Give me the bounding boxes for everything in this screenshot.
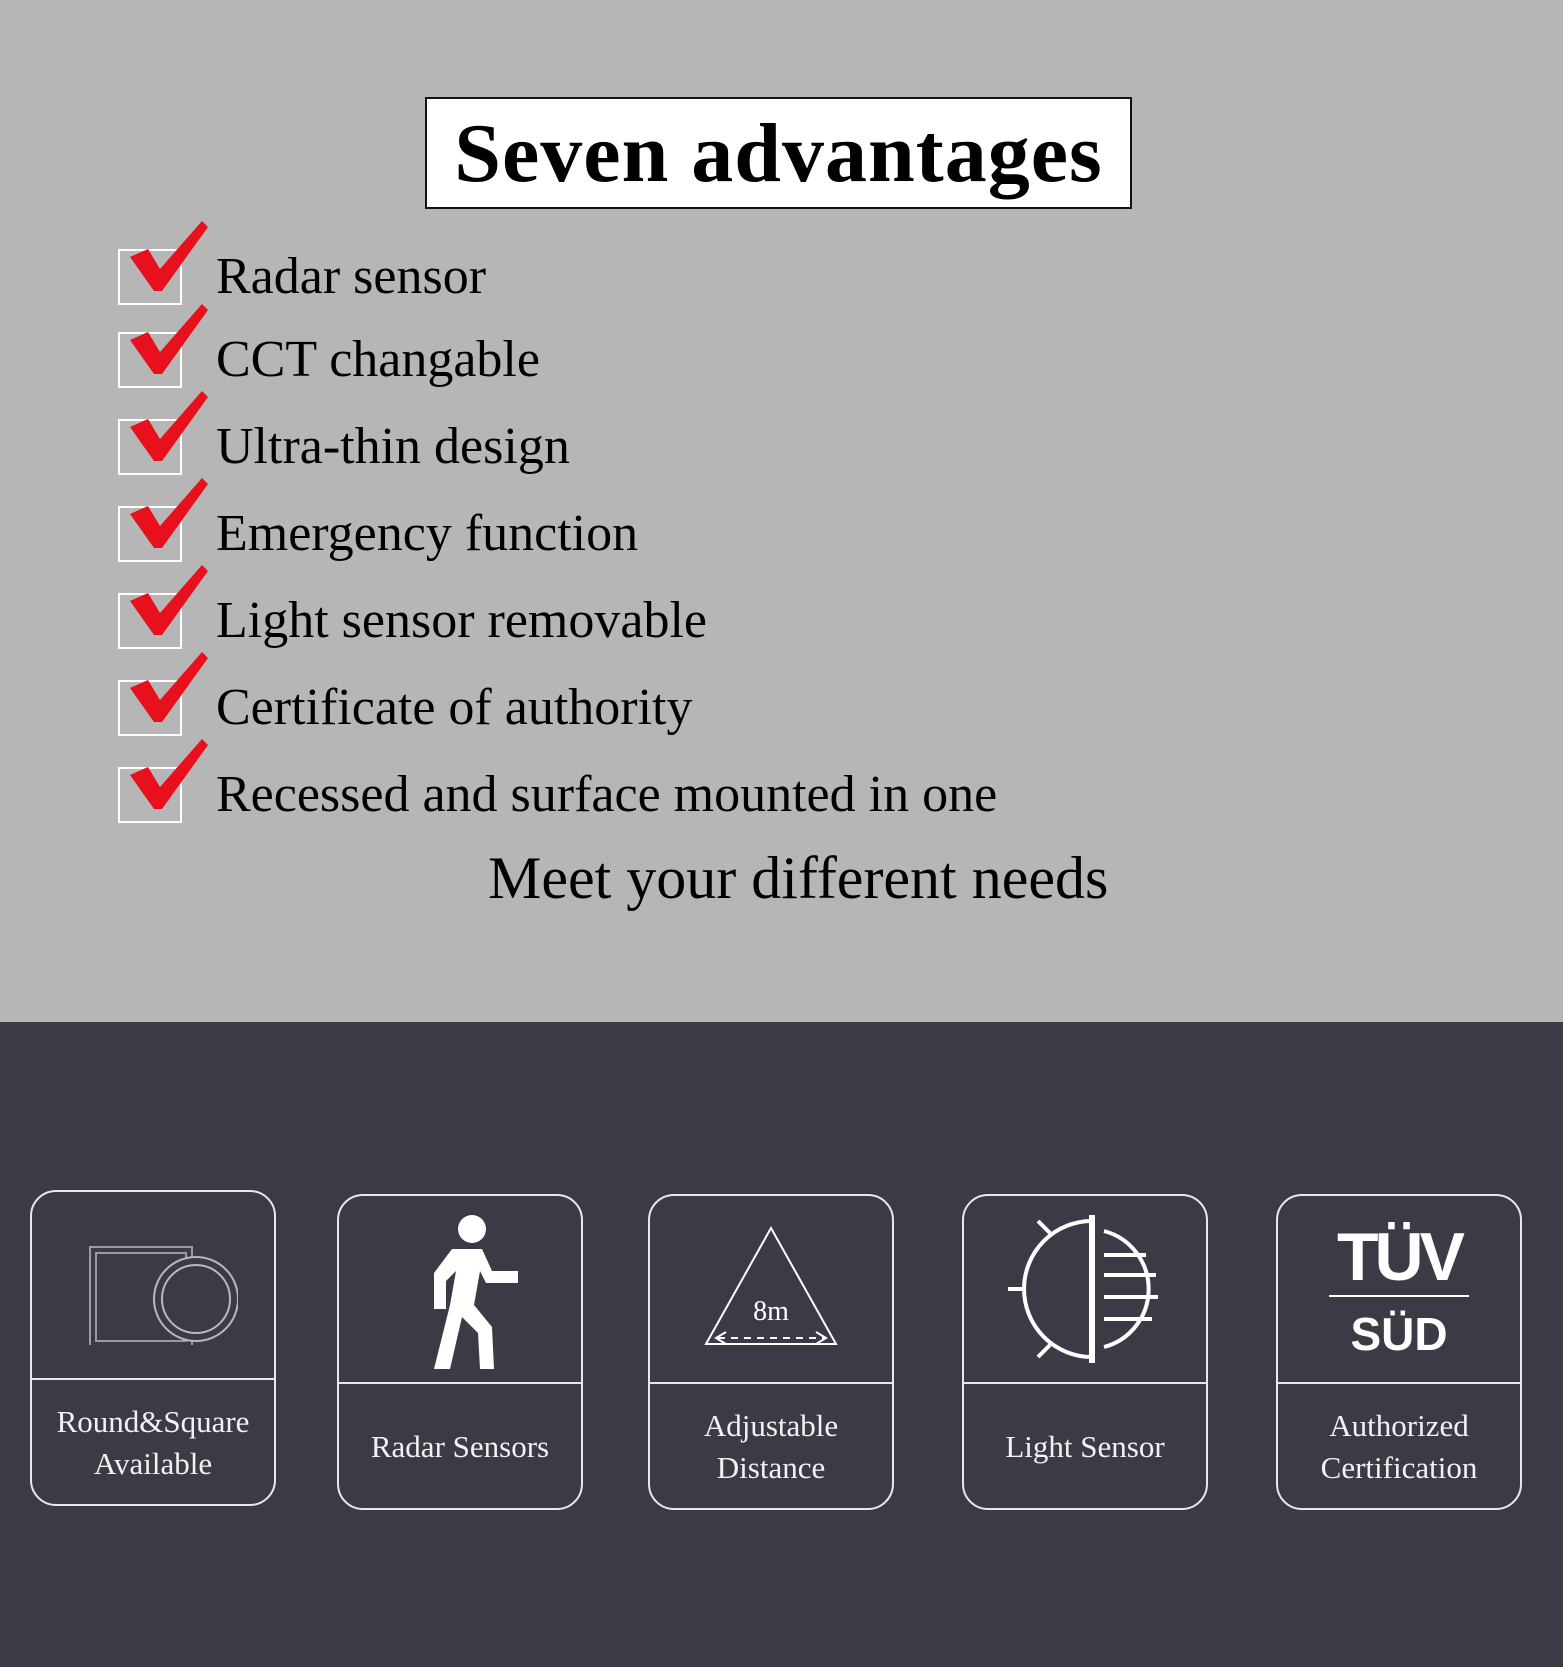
advantage-item [118,403,1218,485]
feature-label: Round&Square Available [56,1404,250,1481]
advantage-label: Light sensor removable [216,592,707,649]
red-check-icon [126,389,208,467]
advantage-label: Ultra-thin design [216,418,570,475]
advantage-item [118,664,1218,746]
page-title: Seven advantages [454,106,1103,200]
feature-card-distance [648,1194,894,1510]
red-check-icon [126,563,208,641]
red-check-icon [126,302,208,380]
distance-value: 8m [753,1296,789,1327]
tagline: Meet your different needs [488,845,1109,911]
advantage-label: CCT changable [216,331,540,388]
feature-card-round-square [30,1190,276,1506]
walking-person-icon [400,1209,520,1369]
feature-label: Authorized Certification [1320,1408,1478,1485]
card-divider [339,1382,581,1384]
features-section [0,1022,1563,1667]
tuv-sud-logo [1319,1214,1479,1364]
feature-label: Light Sensor [1005,1429,1165,1465]
red-check-icon [126,737,208,815]
red-check-icon [126,650,208,728]
card-divider [32,1378,274,1380]
feature-card-certification [1276,1194,1522,1510]
logo-text-bottom: SÜD [1350,1308,1448,1360]
red-check-icon [126,219,208,297]
feature-label: Radar Sensors [370,1429,550,1465]
advantage-label: Emergency function [216,505,639,562]
card-divider [1278,1382,1520,1384]
feature-label: Adjustable Distance [703,1408,839,1485]
advantage-item [118,316,1218,398]
card-divider [964,1382,1206,1384]
feature-card-radar [337,1194,583,1510]
distance-triangle-icon [696,1224,846,1354]
advantage-item [118,577,1218,659]
advantage-label: Radar sensor [216,248,487,305]
advantage-label: Certificate of authority [216,679,693,736]
round-square-icon [68,1225,238,1345]
advantage-item [118,490,1218,572]
title-box [425,97,1132,209]
card-divider [650,1382,892,1384]
feature-card-light-sensor [962,1194,1208,1510]
logo-text-top: TÜV [1337,1219,1461,1295]
advantage-label: Recessed and surface mounted in one [216,766,998,823]
advantage-item [118,233,1218,315]
light-sensor-icon [1000,1209,1170,1369]
red-check-icon [126,476,208,554]
advantage-item [118,751,1218,833]
